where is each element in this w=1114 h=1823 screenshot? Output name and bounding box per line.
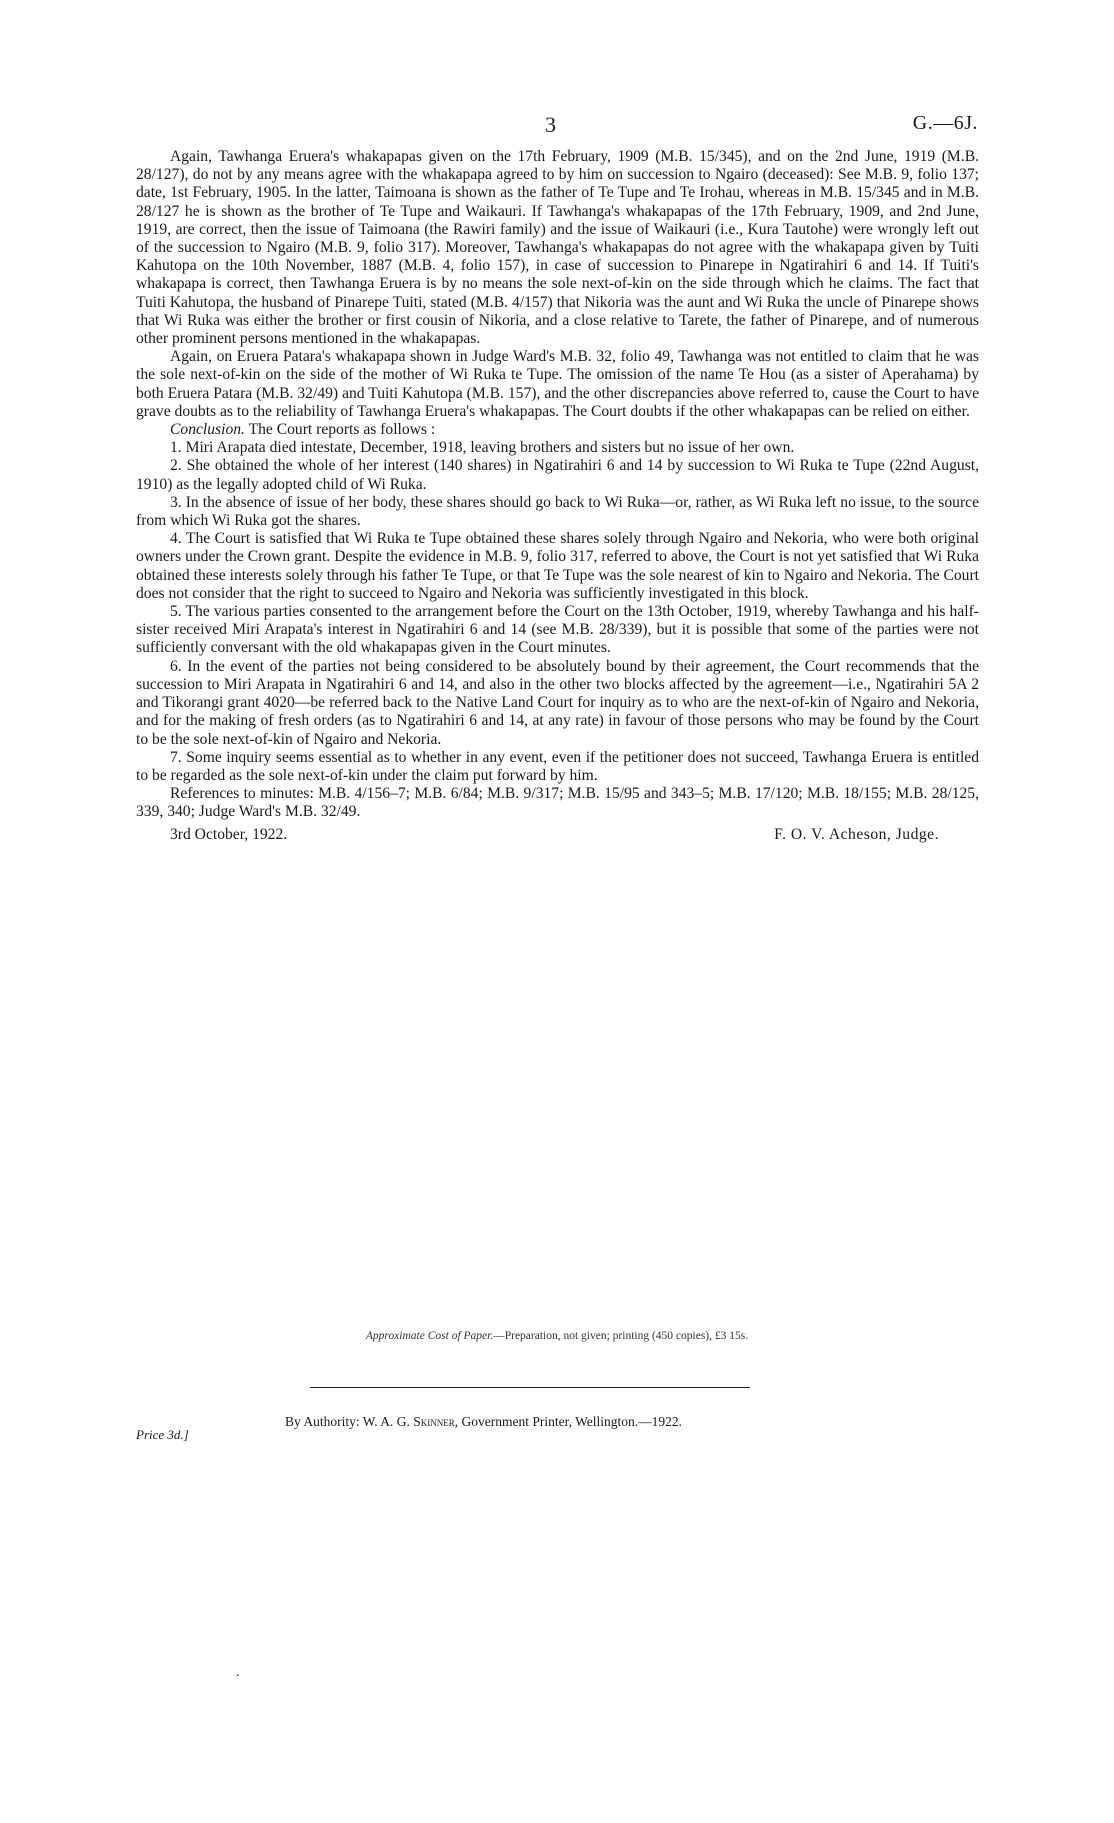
numbered-item: 4. The Court is satisfied that Wi Ruka te Tupe obtained these shares solely through Ngairo and Nekoria, who were both original owners under the Crown grant. Despite the evidence in M.B. 9, folio 317, referred to above, the Court is not yet satisfied that Wi Ruka obtained these interests solely through his father Te Tupe, or that Te Tupe was the sole nearest of kin to Ngairo and Nekoria. The Court does not consider that the right to succeed to Ngairo and Nekoria was sufficiently investigated in this block. (136, 530, 979, 602)
paragraph: Again, on Eruera Patara's whakapapa shown in Judge Ward's M.B. 32, folio 49, Tawhanga was not entitled to claim that he was the sole next-of-kin on the side of the mother of Wi Ruka te Tupe. The omission of the name Te Hou (as a sister of Aperahama) by both Eruera Patara (M.B. 32/49) and Tuiti Kahutopa (M.B. 157), and the other discrepancies above referred to, cause the Court to have grave doubts as to the reliability of Tawhanga Eruera's whakapapas. The Court doubts if the other whakapapas can be relied on either. (136, 348, 979, 420)
cost-note-label: Approximate Cost of Paper. (365, 1330, 494, 1342)
stray-mark: . (236, 1665, 240, 1680)
numbered-item: 1. Miri Arapata died intestate, December, 1918, leaving brothers and sisters but no issue of her own. (170, 439, 795, 457)
conclusion-intro: The Court reports as follows : (244, 421, 436, 439)
page-number: 3 (545, 112, 556, 137)
numbered-item: 3. In the absence of issue of her body, these shares should go back to Wi Ruka—or, rather, as Wi Ruka left no issue, to the source from which Wi Ruka got the shares. (136, 493, 979, 530)
numbered-item: 2. She obtained the whole of her interest (140 shares) in Ngatirahiri 6 and 14 by succession to Wi Ruka te Tupe (22nd August, 1910) as the legally adopted child of Wi Ruka. (136, 457, 979, 493)
numbered-item: 7. Some inquiry seems essential as to whether in any event, even if the petitioner does not succeed, Tawhanga Eruera is entitled to be regarded as the sole next-of-kin under the claim put forward by him. (136, 748, 979, 784)
cost-of-paper-note (0, 1330, 1114, 1342)
document-reference: G.—6J. (912, 112, 978, 134)
numbered-item: 5. The various parties consented to the arrangement before the Court on the 13th October, 1919, whereby Tawhanga and his half-sister received Miri Arapata's interest in Ngatirahiri 6 and 14 (see M.B. 28/339), but it is possible that some of the parties were not sufficiently conversant with the old whakapapas given in the Court minutes. (136, 603, 979, 657)
printer-imprint (285, 1414, 682, 1430)
printer-name: Skinner (413, 1414, 455, 1429)
imprint-prefix: By Authority: W. A. G. (285, 1414, 414, 1429)
judge-signature: F. O. V. Acheson, Judge. (774, 825, 939, 843)
conclusion-heading (136, 421, 979, 439)
numbered-item: 6. In the event of the parties not being considered to be absolutely bound by their agreement, the Court recommends that the succession to Miri Arapata in Ngatirahiri 6 and 14, and also in the other two blocks affected by the agreement—i.e., Ngatirahiri 5A 2 and Tikorangi grant 4020—be referred back to the Native Land Court for inquiry as to who are the next-of-kin of Ngairo and Nekoria, and for the making of fresh orders (as to Ngatirahiri 6 and 14, at any rate) in favour of those persons who may be found by the Court to be the sole next-of-kin of Ngairo and Nekoria. (136, 657, 979, 748)
report-date: 3rd October, 1922. (170, 825, 288, 843)
paragraph: Again, Tawhanga Eruera's whakapapas given on the 17th February, 1909 (M.B. 15/345), and on the 2nd June, 1919 (M.B. 28/127), do not by any means agree with the whakapapa agreed to by him on succession to Ngairo (deceased): See M.B. 9, folio 137; date, 1st February, 1905. In the latter, Taimoana is shown as the father of Te Tupe and Te Irohau, whereas in M.B. 15/345 and in M.B. 28/127 he is shown as the brother of Te Tupe and Waikauri. If Tawhanga's whakapapas of the 17th February, 1909, and 2nd June, 1919, are correct, then the issue of Taimoana (the Rawiri family) and the issue of Waikauri (i.e., Kura Tautohe) were wrongly left out of the succession to Ngairo (M.B. 9, folio 317). Moreover, Tawhanga's whakapapas do not agree with the whakapapa given by Tuiti Kahutopa on the 10th November, 1887 (M.B. 4, folio 157), in case of succession to Pinarepe in Ngatirahiri 6 and 14. If Tuiti's whakapapa is correct, then Tawhanga Eruera is by no means the sole next-of-kin on the side through which he claims. The fact that Tuiti Kahutopa, the husband of Pinarepe Tuiti, stated (M.B. 4/157) that Nikoria was the aunt and Wi Ruka the uncle of Pinarepe shows that Wi Ruka was either the brother or first cousin of Nikoria, and a close relative to Tarete, the father of Pinarepe, and of numerous other prominent persons mentioned in the whakapapas. (136, 148, 979, 348)
price-note: Price 3d.] (136, 1427, 189, 1442)
minute-references: References to minutes: M.B. 4/156–7; M.B. 6/84; M.B. 9/317; M.B. 15/95 and 343–5; M.B. 17/120; M.B. 18/155; M.B. 28/125, 339, 340; Judge Ward's M.B. 32/49. (136, 785, 979, 821)
page-header (0, 112, 1114, 142)
imprint-suffix: , Government Printer, Wellington.—1922. (454, 1414, 683, 1429)
conclusion-label: Conclusion. (170, 421, 245, 439)
report-body (136, 148, 979, 848)
divider-rule (310, 1387, 750, 1388)
signature-block (136, 826, 979, 848)
cost-note-text: —Preparation, not given; printing (450 copies), £3 15s. (493, 1330, 749, 1342)
